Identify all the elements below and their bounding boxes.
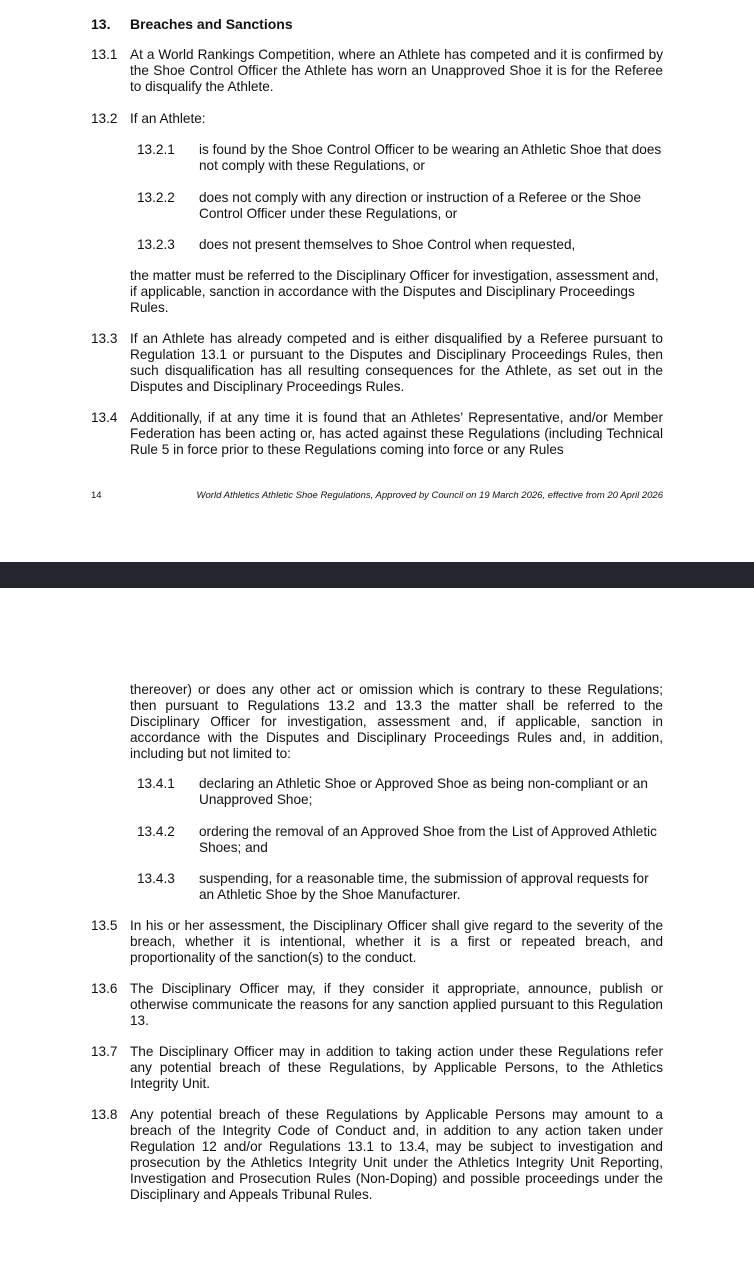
- clause-number-13-1: 13.1: [91, 47, 118, 62]
- clause-text-13-2-1: is found by the Shoe Control Officer to be wearing an Athletic Shoe that does not comply with these Regulations, or: [199, 142, 662, 173]
- clause-text-13-5: In his or her assessment, the Disciplinary Officer shall give regard to the severity of the breach, whether it is intentional, whether it is a first or repeated breach, and proportionality of the sanction(s) to the conduct.: [130, 918, 663, 965]
- clause-text-13-4-2: ordering the removal of an Approved Shoe from the List of Approved Athletic Shoes; and: [199, 824, 657, 855]
- clause-number-13-4-2: 13.4.2: [137, 824, 175, 839]
- clause-number-13-3: 13.3: [91, 331, 118, 346]
- clause-text-13-2-3: does not present themselves to Shoe Control when requested,: [199, 237, 576, 252]
- section-title: Breaches and Sanctions: [130, 16, 293, 32]
- clause-text-13-2-tail: the matter must be referred to the Disciplinary Officer for investigation, assessment and, if applicable, sanction in accordance with the Disputes and Disciplinary Proceedings Rules.: [130, 268, 659, 315]
- clause-text-13-2: If an Athlete:: [130, 111, 206, 126]
- clause-text-13-7: The Disciplinary Officer may in addition to taking action under these Regulations refer any potential breach of these Regulations, by Applicable Persons, to the Athletics Integrity Unit.: [130, 1044, 663, 1091]
- clause-number-13-7: 13.7: [91, 1044, 118, 1059]
- clause-number-13-2-2: 13.2.2: [137, 190, 175, 205]
- footer-text: World Athletics Athletic Shoe Regulations, Approved by Council on 19 March 2026, effective from 20 April 2026: [196, 490, 663, 501]
- clause-text-13-1: At a World Rankings Competition, where an Athlete has competed and it is confirmed by the Shoe Control Officer the Athlete has worn an Unapproved Shoe it is for the Referee to disqualify the Athlete.: [130, 47, 663, 94]
- clause-number-13-4: 13.4: [91, 410, 118, 425]
- clause-text-13-4-continued: thereover) or does any other act or omission which is contrary to these Regulations; then pursuant to Regulations 13.2 and 13.3 the matter shall be referred to the Disciplinary Officer for investigation, assessment and, if applicable, sanction in accordance with the Disputes and Disciplinary Proceedings Rules and, in addition, including but not limited to:: [130, 682, 663, 761]
- clause-number-13-4-1: 13.4.1: [137, 776, 175, 791]
- clause-text-13-4-3: suspending, for a reasonable time, the submission of approval requests for an Athletic Shoe by the Shoe Manufacturer.: [199, 871, 649, 902]
- clause-number-13-4-3: 13.4.3: [137, 871, 175, 886]
- clause-number-13-5: 13.5: [91, 918, 118, 933]
- clause-text-13-4-1: declaring an Athletic Shoe or Approved Shoe as being non-compliant or an Unapproved Shoe;: [199, 776, 648, 807]
- clause-number-13-2-1: 13.2.1: [137, 142, 175, 157]
- page-divider: [0, 562, 754, 588]
- clause-text-13-6: The Disciplinary Officer may, if they consider it appropriate, announce, publish or otherwise communicate the reasons for any sanction applied pursuant to this Regulation 13.: [130, 981, 663, 1028]
- clause-text-13-2-2: does not comply with any direction or instruction of a Referee or the Shoe Control Officer under these Regulations, or: [199, 190, 642, 221]
- clause-text-13-3: If an Athlete has already competed and is either disqualified by a Referee pursuant to Regulation 13.1 or pursuant to the Disputes and Disciplinary Proceedings Rules, then such disqualification has all resulting consequences for the Athlete, as set out in the Disputes and Disciplinary Proceedings Rules.: [130, 331, 663, 394]
- clause-text-13-4: Additionally, if at any time it is found that an Athletes’ Representative, and/or Member Federation has been acting or, has acted against these Regulations (including Technical Rule 5 in force prior to these Regulations coming into force or any Rules: [130, 410, 663, 457]
- page-number: 14: [91, 490, 102, 501]
- clause-number-13-6: 13.6: [91, 981, 118, 996]
- clause-number-13-2: 13.2: [91, 111, 118, 126]
- clause-number-13-8: 13.8: [91, 1107, 118, 1122]
- section-number: 13.: [91, 16, 111, 32]
- clause-number-13-2-3: 13.2.3: [137, 237, 175, 252]
- clause-text-13-8: Any potential breach of these Regulations by Applicable Persons may amount to a breach of the Integrity Code of Conduct and, in addition to any action taken under Regulation 12 and/or Regulations 13.1 to 13.4, may be subject to investigation and prosecution by the Athletics Integrity Unit under the Athletics Integrity Unit Reporting, Investigation and Prosecution Rules (Non-Doping) and possible proceedings under the Disciplinary and Appeals Tribunal Rules.: [130, 1107, 663, 1202]
